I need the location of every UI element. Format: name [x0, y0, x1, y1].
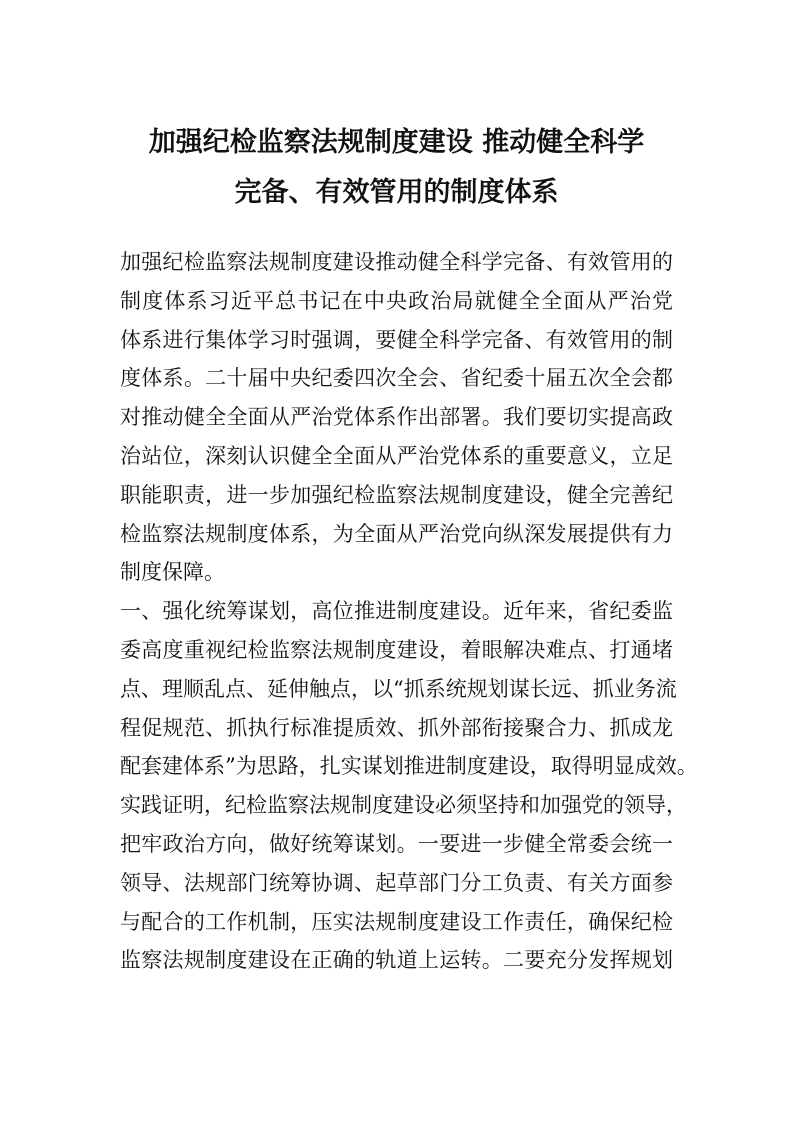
- body-line: 程促规范、抓执行标准提质效、抓外部衔接聚合力、抓成龙: [120, 715, 673, 740]
- body-line: 加强纪检监察法规制度建设推动健全科学完备、有效管用的: [120, 250, 673, 274]
- body-line: 委高度重视纪检监察法规制度建设，着眼解决难点、打通堵: [120, 637, 673, 662]
- document-title-line-1: 加强纪检监察法规制度建设 推动健全科学: [148, 127, 645, 158]
- body-line: 一、强化统筹谋划，高位推进制度建设。近年来，省纪委监: [120, 599, 673, 624]
- body-line: 体系进行集体学习时强调，要健全科学完备、有效管用的制: [120, 327, 673, 352]
- body-line: 制度保障。: [120, 560, 225, 585]
- body-line: 把牢政治方向，做好统筹谋划。一要进一步健全常委会统一: [120, 831, 673, 856]
- body-line: 领导、法规部门统筹协调、起草部门分工负责、有关方面参: [120, 870, 673, 895]
- body-line: 实践证明，纪检监察法规制度建设必须坚持和加强党的领导，: [120, 793, 687, 818]
- body-line: 检监察法规制度体系，为全面从严治党向纵深发展提供有力: [120, 521, 673, 546]
- body-line: 职能职责，进一步加强纪检监察法规制度建设，健全完善纪: [120, 482, 673, 507]
- body-line: 点、理顺乱点、延伸触点，以“抓系统规划谋长远、抓业务流: [120, 676, 677, 701]
- body-line: 配套建体系”为思路，扎实谋划推进制度建设，取得明显成效。: [120, 754, 698, 779]
- body-line: 制度体系习近平总书记在中央政治局就健全全面从严治党: [120, 288, 673, 313]
- body-line: 监察法规制度建设在正确的轨道上运转。二要充分发挥规划: [120, 948, 673, 973]
- body-line: 治站位，深刻认识健全全面从严治党体系的重要意义，立足: [120, 443, 673, 468]
- body-line: 与配合的工作机制，压实法规制度建设工作责任，确保纪检: [120, 909, 673, 934]
- body-line: 对推动健全全面从严治党体系作出部署。我们要切实提高政: [120, 405, 673, 430]
- document-body: [120, 243, 698, 980]
- body-line: 度体系。二十届中央纪委四次全会、省纪委十届五次全会都: [120, 366, 673, 391]
- document-title-line-2: 完备、有效管用的制度体系: [234, 177, 559, 208]
